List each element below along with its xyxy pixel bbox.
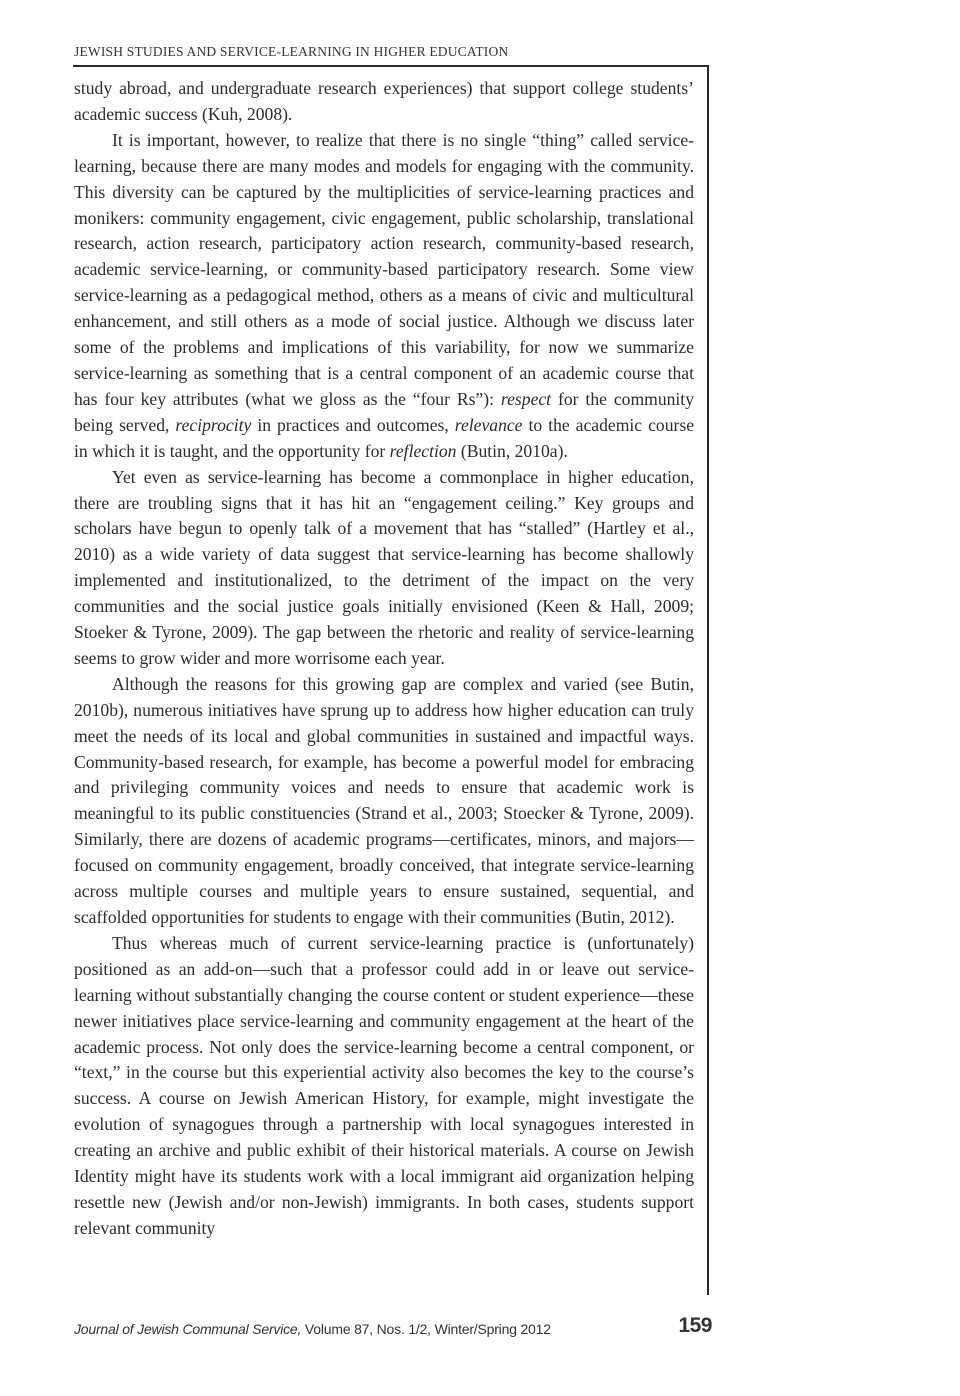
- page-number: 159: [678, 1314, 712, 1337]
- paragraph-1: study abroad, and undergraduate research experiences) that support college students’ academic success (Kuh, 2008).: [74, 78, 694, 124]
- term-respect: respect: [500, 388, 552, 409]
- paragraph-2: [74, 128, 694, 465]
- running-head: JEWISH STUDIES AND SERVICE-LEARNING IN HIGHER EDUCATION: [74, 44, 509, 59]
- journal-name: Journal of Jewish Communal Service,: [74, 1321, 302, 1337]
- paragraph-2-text-d: to the academic course in which it is taught, and the opportunity for: [74, 414, 695, 461]
- term-reciprocity: reciprocity: [175, 414, 252, 435]
- page-footer: [74, 1314, 714, 1342]
- journal-details: Volume 87, Nos. 1/2, Winter/Spring 2012: [301, 1321, 551, 1337]
- body-text: [74, 76, 694, 1242]
- margin-rule: [707, 65, 709, 1295]
- paragraph-5: Thus whereas much of current service-learning practice is (unfortunately) positioned as an add-on—such that a professor could add in or leave out service-learning without substantially changing the course content or student experience—these newer initiatives place service-learning and community engagement at the heart of the academic process. Not only does the service-learning become a central component, or “text,” in the course but this experiential activity also becomes the key to the course’s success. A course on Jewish American History, for example, might investigate the evolution of synagogues through a partnership with local synagogues interested in creating an archive and public exhibit of their historical materials. A course on Jewish Identity might have its students work with a local immigrant aid organization helping resettle new (Jewish and/or non-Jewish) immigrants. In both cases, students support relevant community: [74, 932, 694, 1238]
- paragraph-2-text-e: (Butin, 2010a).: [456, 440, 568, 461]
- paragraph-4: Although the reasons for this growing gap are complex and varied (see Butin, 2010b), numerous initiatives have sprung up to address how higher education can truly meet the needs of its local and global communities in sustained and impactful ways. Community-based research, for example, has become a powerful model for embracing and privileging community voices and needs to ensure that academic work is meaningful to its public constituencies (Strand et al., 2003; Stoecker & Tyrone, 2009). Similarly, there are dozens of academic programs—certificates, minors, and majors—focused on community engagement, broadly conceived, that integrate service-learning across multiple courses and multiple years to ensure sustained, sequential, and scaffolded opportunities for students to engage with their communities (Butin, 2012).: [74, 673, 694, 927]
- paragraph-3: Yet even as service-learning has become a commonplace in higher education, there are troubling signs that it has hit an “engagement ceiling.” Key groups and scholars have begun to openly talk of a movement that has “stalled” (Hartley et al., 2010) as a wide variety of data suggest that service-learning has become shallowly implemented and institutionalized, to the detriment of the impact on the very communities and the social justice goals initially envisioned (Keen & Hall, 2009; Stoeker & Tyrone, 2009). The gap between the rhetoric and reality of service-learning seems to grow wider and more worrisome each year.: [74, 466, 694, 668]
- term-reflection: reflection: [389, 440, 457, 461]
- paragraph-2-text-a: It is important, however, to realize that there is no single “thing” called service-learning, because there are many modes and models for engaging with the community. This diversity can be captured by the multiplicities of service-learning practices and monikers: community engagement, civic engagement, public scholarship, translational research, action research, participatory action research, community-based research, academic service-learning, or community-based participatory research. Some view service-learning as a pedagogical method, others as a means of civic and multicultural enhancement, and still others as a mode of social justice. Although we discuss later some of the problems and implications of this variability, for now we summarize service-learning as something that is a central component of an academic course that has four key attributes (what we gloss as the “four Rs”):: [74, 129, 694, 409]
- journal-citation: [74, 1321, 551, 1337]
- term-relevance: relevance: [454, 414, 523, 435]
- paragraph-2-text-c: in practices and outcomes,: [251, 414, 455, 435]
- header-rule: [73, 65, 709, 67]
- paragraph-2-text-b: for the community being served,: [74, 388, 694, 435]
